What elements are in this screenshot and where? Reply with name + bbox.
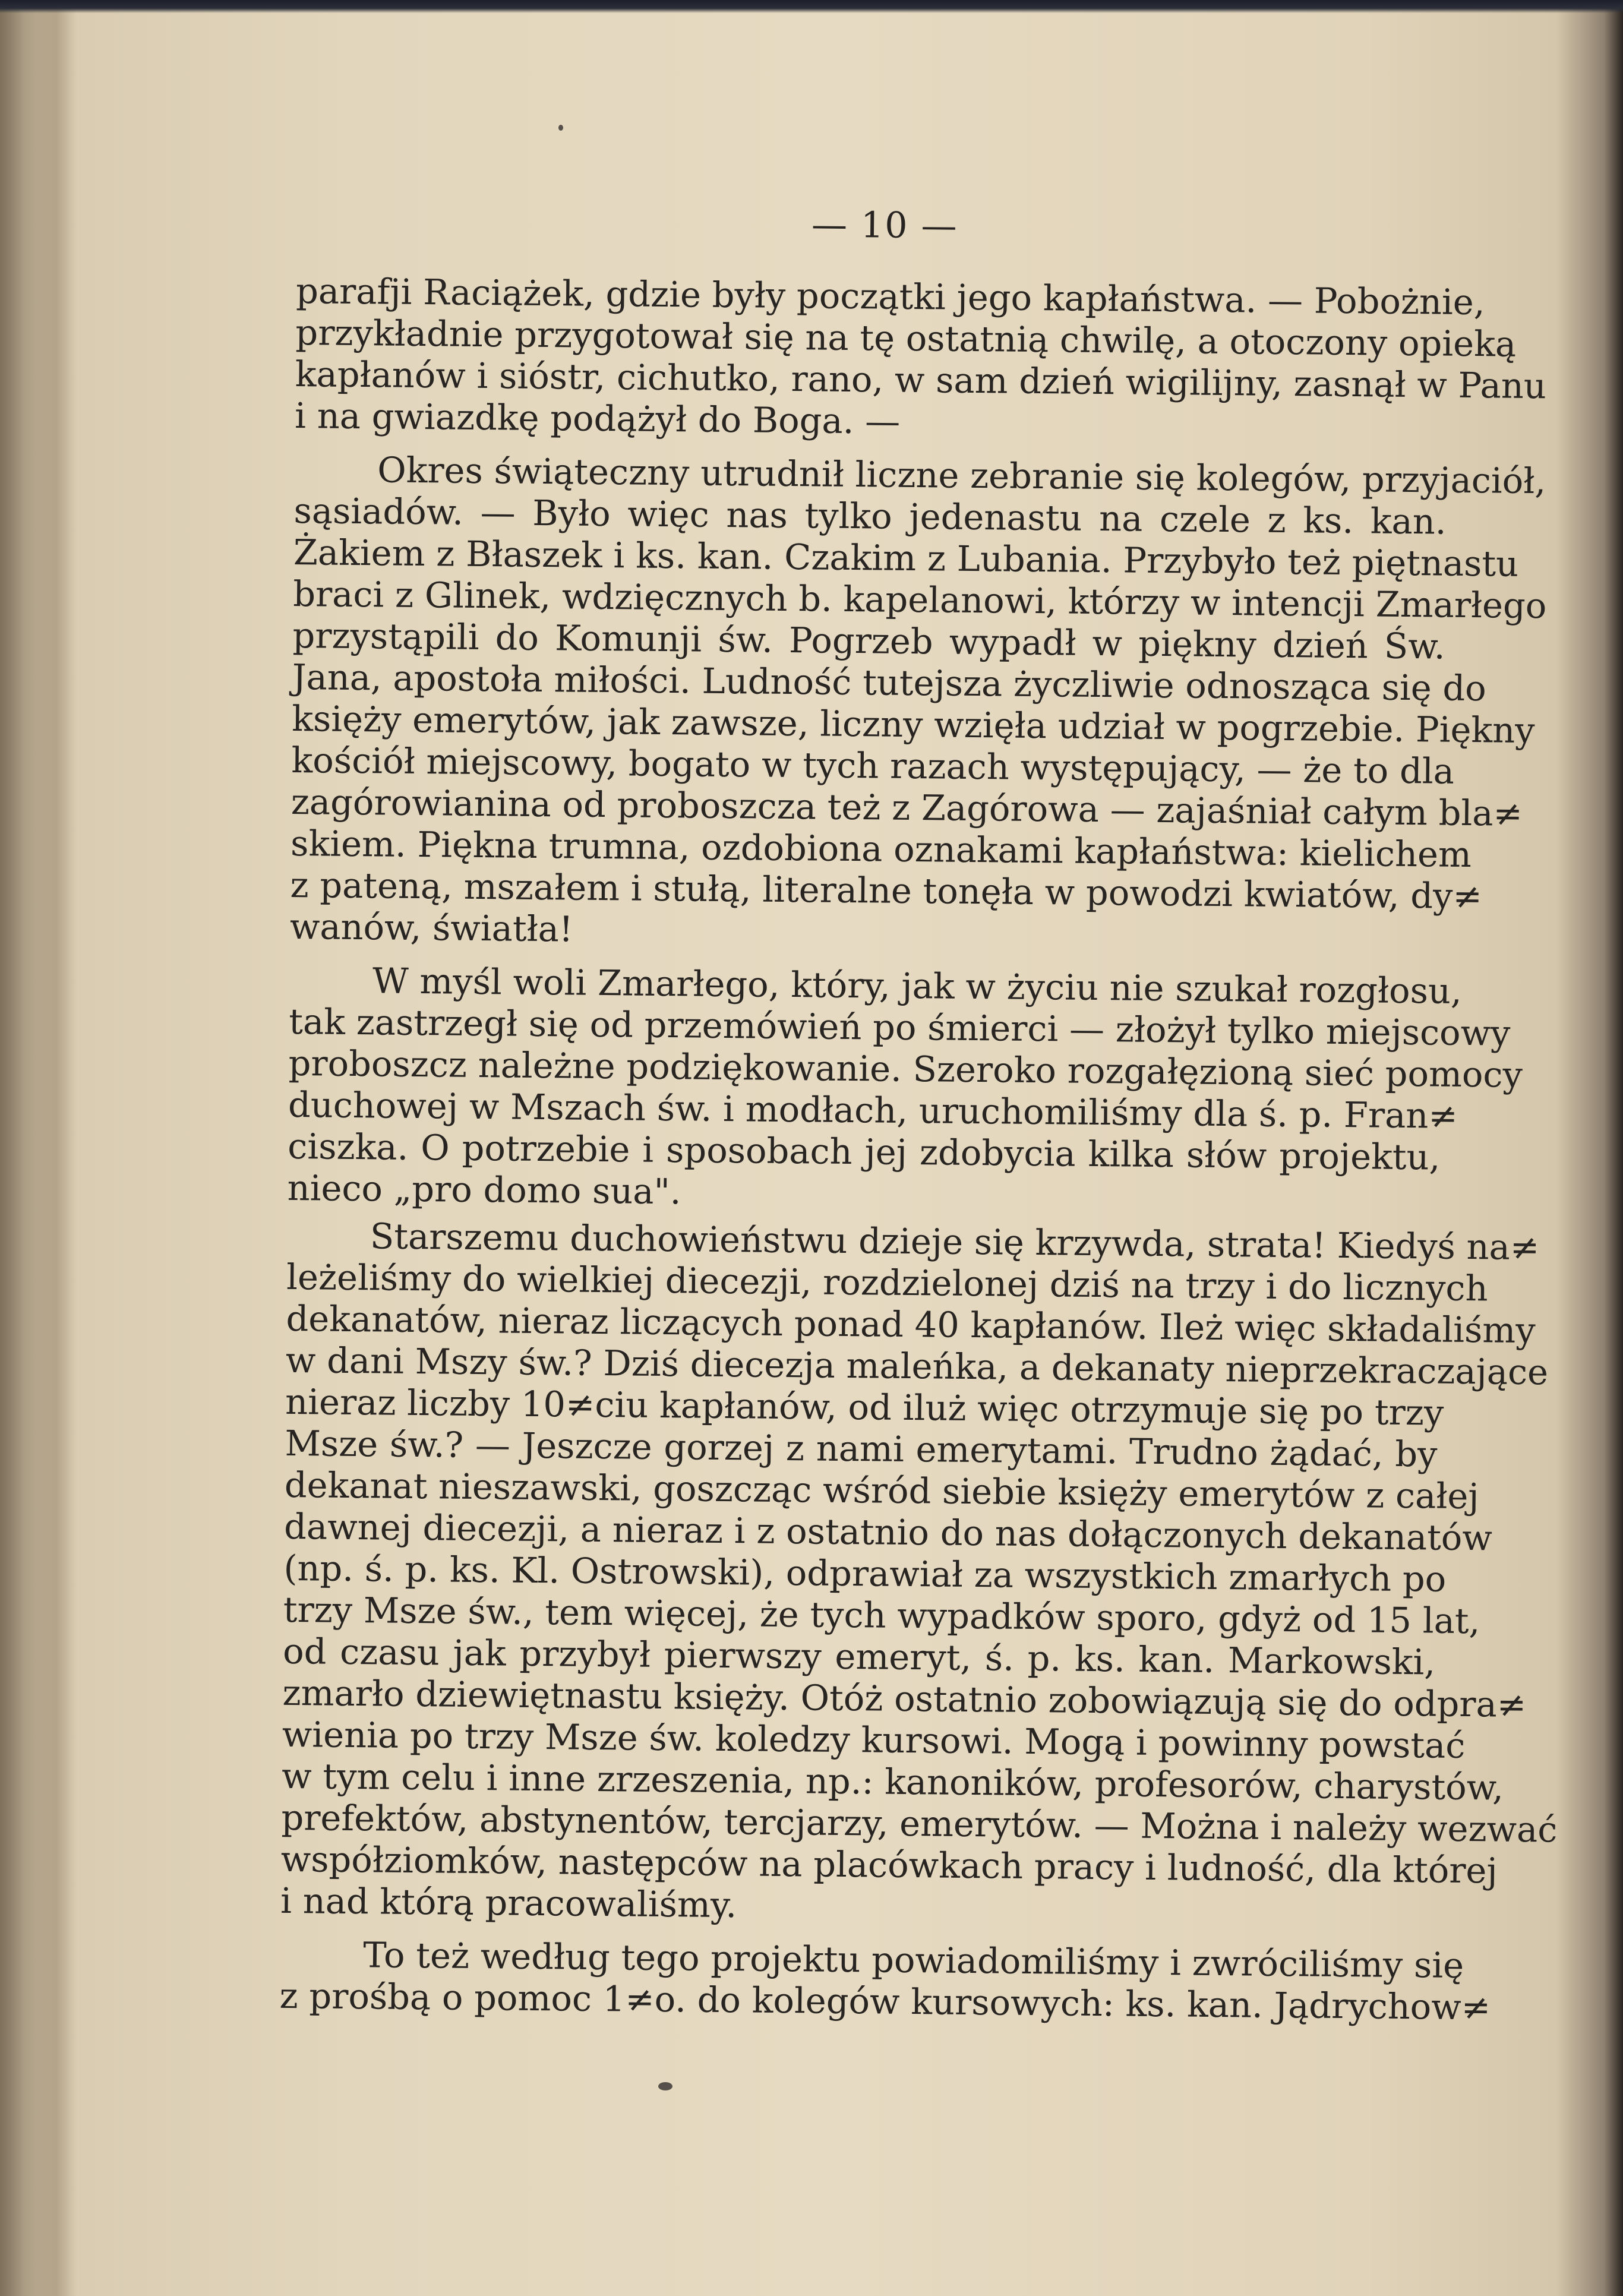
text-line: współziomków, następców na placówkach pracy i ludność, dla której — [280, 1838, 1498, 1891]
text-line: To też według tego projektu powiadomiliśmy i zwróciliśmy się — [362, 1934, 1464, 1986]
text-line: trzy Msze św., tem więcej, że tych wypadków sporo, gdyż od 15 lat, — [283, 1588, 1480, 1642]
text-line: dawnej diecezji, a nieraz i z ostatnio do nas dołączonych dekanatów — [283, 1505, 1493, 1559]
text-block — [279, 178, 1558, 2090]
text-line: Okres świąteczny utrudnił liczne zebranie się kolegów, przyjaciół, — [377, 449, 1546, 502]
text-line: braci z Glinek, wdzięcznych b. kapelanowi, którzy w intencji Zmarłego — [292, 573, 1547, 627]
text-line: (np. ś. p. ks. Kl. Ostrowski), odprawiał za wszystkich zmarłych po — [283, 1547, 1447, 1600]
text-line: proboszcz należne podziękowanie. Szeroko rozgałęzioną sieć pomocy — [288, 1042, 1523, 1095]
text-line: prefektów, abstynentów, tercjarzy, emerytów. — Można i należy wezwać — [281, 1796, 1558, 1850]
text-line: zagórowianina od proboszcza też z Zagórowa — zajaśniał całym bla≠ — [291, 781, 1523, 834]
text-line: nieco „pro domo sua". — [287, 1167, 681, 1212]
text-line: sąsiadów. — Było więc nas tylko jedenastu na czele z ks. kan. — [293, 489, 1447, 542]
text-line: kapłanów i sióstr, cichutko, rano, w sam dzień wigilijny, zasnął w Panu — [295, 353, 1547, 407]
text-line: duchowej w Mszach św. i modłach, uruchomiliśmy dla ś. p. Fran≠ — [288, 1084, 1458, 1136]
text-line: Żakiem z Błaszek i ks. kan. Czakim z Lubania. Przybyło też piętnastu — [293, 531, 1519, 585]
text-line: ciszka. O potrzebie i sposobach jej zdobycia kilka słów projektu, — [288, 1125, 1441, 1178]
text-line: księży emerytów, jak zawsze, liczny wzięła udział w pogrzebie. Piękny — [291, 697, 1535, 751]
text-line: z pateną, mszałem i stułą, literalne tonęła w powodzi kwiatów, dy≠ — [290, 864, 1483, 917]
text-line: Starszemu duchowieństwu dzieje się krzywda, strata! Kiedyś na≠ — [370, 1215, 1540, 1268]
text-line: i na gwiazdkę podążył do Boga. — — [294, 394, 901, 442]
binding-shadow — [0, 0, 71, 2296]
ink-speck — [558, 125, 563, 131]
text-line: wienia po trzy Msze św. koledzy kursowi. Mogą i powinny powstać — [282, 1713, 1466, 1766]
text-line: w dani Mszy św.? Dziś diecezja maleńka, a dekanaty nieprzekraczające — [285, 1339, 1549, 1393]
text-line: nieraz liczby 10≠ciu kapłanów, od iluż więc otrzymuje się po trzy — [285, 1381, 1444, 1433]
text-line: zmarło dziewiętnastu księży. Otóż ostatnio zobowiązują się do odpra≠ — [282, 1672, 1527, 1725]
text-line: od czasu jak przybył pierwszy emeryt, ś. p. ks. kan. Markowski, — [282, 1630, 1436, 1683]
text-line: przykładnie przygotował się na tę ostatnią chwilę, a otoczony opieką — [295, 311, 1517, 365]
text-line: w tym celu i inne zrzeszenia, np.: kanoników, profesorów, charystów, — [281, 1755, 1504, 1808]
page-top-edge — [0, 0, 1623, 13]
text-line: Msze św.? — Jeszcze gorzej z nami emerytami. Trudno żądać, by — [285, 1422, 1438, 1475]
text-line: przystąpili do Komunji św. Pogrzeb wypadł w piękny dzień Św. — [292, 614, 1445, 667]
page-number: — 10 — — [811, 204, 958, 247]
text-line: i nad którą pracowaliśmy. — [280, 1880, 737, 1926]
ink-spot — [658, 2082, 672, 2090]
text-line: Jana, apostoła miłości. Ludność tutejsza życzliwie odnosząca się do — [292, 656, 1487, 709]
text-line: wanów, światła! — [289, 905, 573, 950]
text-line: leżeliśmy do wielkiej diecezji, rozdzielonej dziś na trzy i do licznych — [286, 1256, 1488, 1309]
text-line: skiem. Piękna trumna, ozdobiona oznakami kapłaństwa: kielichem — [290, 822, 1472, 876]
text-line: kościół miejscowy, bogato w tych razach występujący, — że to dla — [291, 739, 1455, 792]
text-line: W myśl woli Zmarłego, który, jak w życiu nie szukał rozgłosu, — [372, 960, 1463, 1012]
text-line: dekanat nieszawski, goszcząc wśród siebie księży emerytów z całej — [284, 1464, 1479, 1517]
text-line: tak zastrzegł się od przemówień po śmierci — złożył tylko miejscowy — [289, 1000, 1511, 1054]
text-line: parafji Raciążek, gdzie były początki jego kapłaństwa. — Pobożnie, — [295, 270, 1485, 323]
text-line: z prośbą o pomoc 1≠o. do kolegów kursowych: ks. kan. Jądrychow≠ — [279, 1975, 1491, 2028]
text-line: dekanatów, nieraz liczących ponad 40 kapłanów. Ileż więc składaliśmy — [286, 1297, 1536, 1351]
